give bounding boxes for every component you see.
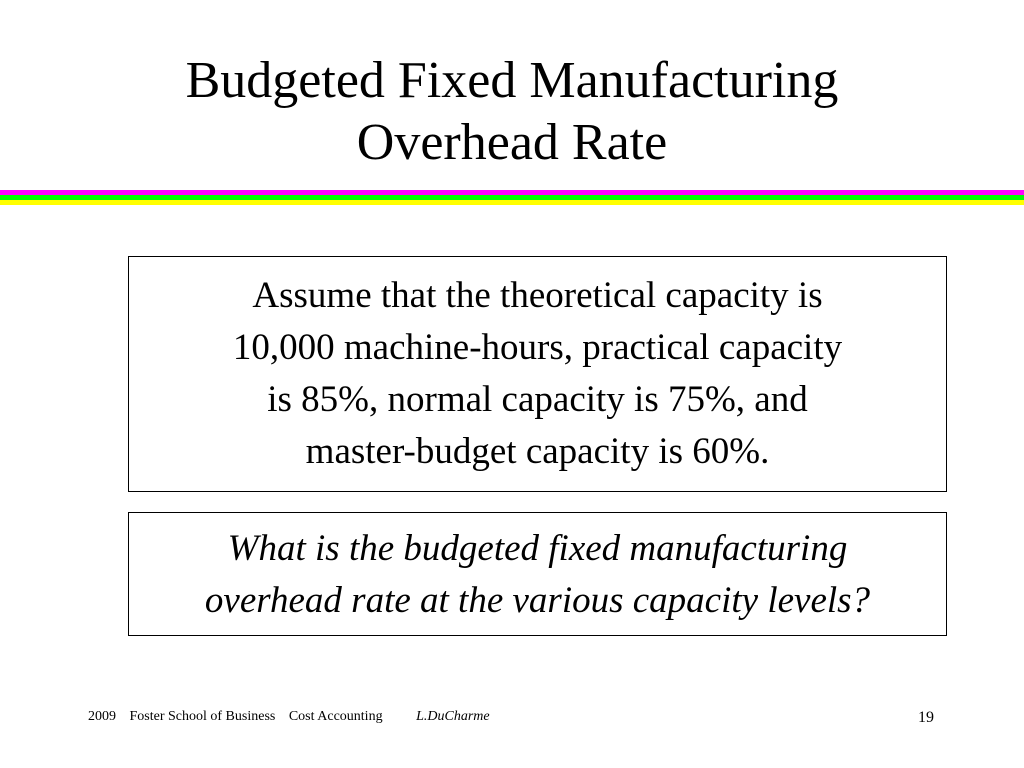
footer-school: Foster School of Business [129, 709, 276, 724]
title-line-1: Budgeted Fixed Manufacturing [185, 52, 839, 109]
assumption-line-4: master-budget capacity is 60%. [305, 431, 770, 472]
slide-title [0, 50, 1024, 174]
question-line-2: overhead rate at the various capacity levels? [204, 580, 871, 621]
assumption-line-1: Assume that the theoretical capacity is [252, 275, 823, 316]
yellow-stripe [0, 200, 1024, 205]
page-number: 19 [918, 709, 934, 726]
footer-year: 2009 [88, 709, 116, 724]
slide-footer [88, 709, 500, 725]
decorative-stripes [0, 190, 1024, 205]
footer-author: L.DuCharme [416, 709, 490, 724]
question-box [128, 512, 947, 636]
assumption-line-2: 10,000 machine-hours, practical capacity [232, 327, 843, 368]
question-line-1: What is the budgeted fixed manufacturing [227, 528, 848, 569]
assumption-line-3: is 85%, normal capacity is 75%, and [267, 379, 808, 420]
title-line-2: Overhead Rate [356, 114, 668, 171]
footer-course: Cost Accounting [288, 709, 383, 724]
assumption-box [128, 256, 947, 492]
